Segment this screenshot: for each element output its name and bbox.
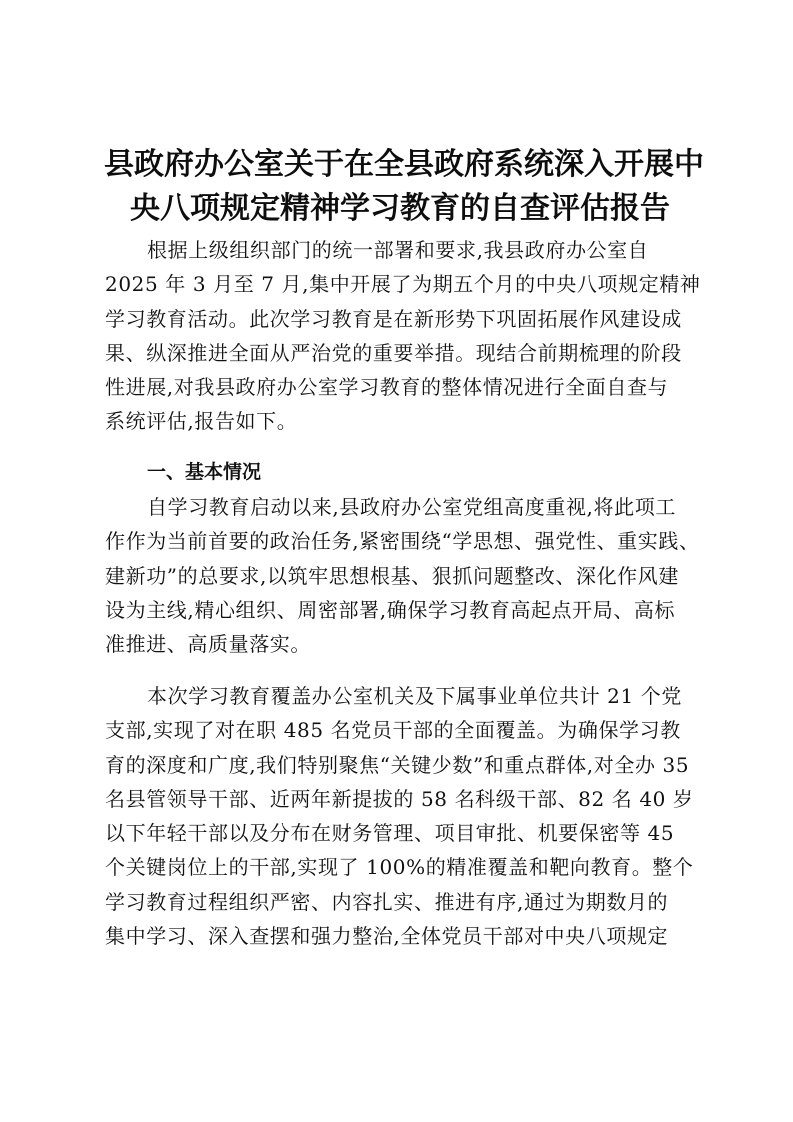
document-title bbox=[104, 143, 704, 231]
text-line: 准推进、高质量落实。 bbox=[105, 632, 311, 657]
text-line: 以下年轻干部以及分布在财务管理、项目审批、机要保密等 45 bbox=[105, 821, 675, 846]
intro-paragraph bbox=[105, 233, 701, 439]
text-line: 本次学习教育覆盖办公室机关及下属事业单位共计 21 个党 bbox=[147, 684, 682, 708]
text-line: 学习教育活动。此次学习教育是在新形势下巩固拓展作风建设成 bbox=[105, 306, 682, 331]
section-heading: 一、基本情况 bbox=[147, 461, 262, 483]
basic-situation-paragraph-1 bbox=[105, 490, 700, 661]
text-line: 育的深度和广度,我们特别聚焦“关键少数”和重点群体,对全办 35 bbox=[105, 752, 690, 777]
text-line: 自学习教育启动以来,县政府办公室党组高度重视,将此项工 bbox=[147, 495, 676, 519]
text-line: 设为主线,精心组织、周密部署,确保学习教育高起点开局、高标 bbox=[105, 597, 676, 622]
text-line: 系统评估,报告如下。 bbox=[105, 409, 298, 434]
text-line: 个关键岗位上的干部,实现了 100%的精准覆盖和靶向教育。整个 bbox=[105, 855, 694, 880]
text-line: 根据上级组织部门的统一部署和要求,我县政府办公室自 bbox=[147, 238, 649, 262]
text-line: 作作为当前首要的政治任务,紧密围绕“学思想、强党性、重实践、 bbox=[105, 529, 700, 554]
text-line: 2025 年 3 月至 7 月,集中开展了为期五个月的中央八项规定精神 bbox=[105, 272, 701, 297]
text-line: 支部,实现了对在职 485 名党员干部的全面覆盖。为确保学习教 bbox=[105, 718, 681, 743]
text-line: 建新功”的总要求,以筑牢思想根基、狠抓问题整改、深化作风建 bbox=[105, 563, 679, 588]
text-line: 果、纵深推进全面从严治党的重要举措。现结合前期梳理的阶段 bbox=[105, 340, 682, 365]
basic-situation-paragraph-2 bbox=[105, 679, 697, 953]
text-line: 学习教育过程组织严密、内容扎实、推进有序,通过为期数月的 bbox=[105, 889, 669, 914]
text-line: 性进展,对我县政府办公室学习教育的整体情况进行全面自查与 bbox=[105, 375, 669, 400]
text-line: 名县管领导干部、近两年新提拔的 58 名科级干部、82 名 40 岁 bbox=[105, 786, 694, 811]
title-line: 县政府办公室关于在全县政府系统深入开展中 bbox=[104, 147, 704, 182]
title-line: 央八项规定精神学习教育的自查评估报告 bbox=[130, 191, 670, 226]
text-line: 集中学习、深入查摆和强力整治,全体党员干部对中央八项规定 bbox=[105, 924, 669, 949]
